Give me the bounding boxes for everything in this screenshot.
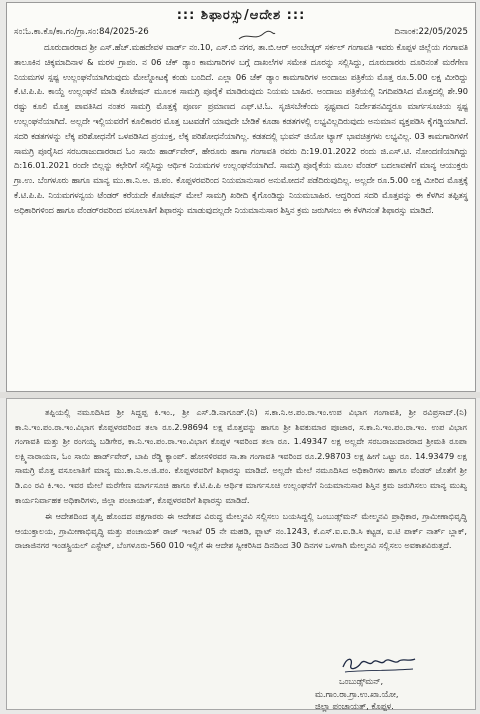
handwritten-signature-icon — [339, 653, 419, 675]
ink-stroke-icon — [237, 30, 277, 42]
signatory-title: ಒಂಬುಡ್ಸ್‌ಮನ್, — [339, 676, 384, 686]
signatory-office: ಮ.ಗಾಂ.ರಾ.ಗ್ರಾ.ಉ.ಖಾ.ಯೋ, — [315, 688, 399, 699]
order-sheet-top — [6, 2, 476, 392]
order-paragraph-1: ದೂರುದಾರರಾದ ಶ್ರೀ ಎಸ್.ಹೆಚ್.ಮಹದೇವಳ ವಾರ್ಡ್ ನಂ.10, ಎಸ್.ಬಿ ನಗರ, ತಾ.ಬಿ.ಆರ್ ಅಂಬೇಡ್ಕರ್ ಸರ್ಕಲ್ ಗಂಗಾವತಿ ಇವರು ಕೊಪ್ಪಳ ಜಿಲ್ಲೆಯ ಗಂಗಾವತಿ ತಾಲೂಕಿನ ಚಿಕ್ಕಮಾದಿನಾಳ & ಮರಳ ಗ್ರಾಪಂ. ನ 06 ಚೆಕ್ ಡ್ಯಾಂ ಕಾಮಗಾರಿಗಳ ಬಗ್ಗೆ ದಾಖಲೆಗಳ ಸಮೇತ ದೂರನ್ನು ಸಲ್ಲಿಸಿದ್ದು, ದೂರುದಾರರು ದೂರಿನಂತೆ ಮರೆಗೇಣ ನಿಯಮಗಳ ಸ್ಪಷ್ಟ ಉಲ್ಲಂಘನೆಯಾಗಿರುವುದು ಮೇಲ್ನೋಟಕ್ಕೆ ಕಂಡು ಬಂದಿದೆ. ಎಲ್ಲಾ 06 ಚೆಕ್ ಡ್ಯಾಂ ಕಾಮಗಾರಿಗಳ ಅಂದಾಜು ಪತ್ರಿಕೆಯ ಮೊತ್ತ ರೂ.5.00 ಲಕ್ಷ ಮೀರಿದ್ದು ಕೆ.ಟಿ.ಪಿ.ಪಿ. ಕಾಯ್ದೆ ಉಲ್ಲಂಘನೆ ಮಾಡಿ ಕೊಟೇಷನ್ ಮೂಲಕ ಸಾಮಗ್ರಿ ಪೂರೈಕೆ ಮಾಡಿರುವುದು ನಿಯಮ ಬಾಹಿರ. ಅಂದಾಜು ಪತ್ರಿಕೆಯಲ್ಲಿ ನಿಗದಿಪಡಿಸಿದ ಮೊತ್ತದಲ್ಲಿ ಶೇ.90 ರಷ್ಟು ಕೂಲಿ ಮೊತ್ತ ಪಾವತಿಸಿದ ನಂತರ ಸಾಮಗ್ರಿ ಮೊತ್ತಕ್ಕೆ ಪೂರ್ಣ ಪ್ರಮಾಣದ ಎಫ್.ಟಿ.ಓ. ಸೃಜಿಸಬೇಕೆಂದು ಸ್ಪಷ್ಟವಾದ ನಿರ್ದೇಶನವಿದ್ದರೂ ಮಾರ್ಗಸೂಚಿಯ ಸ್ಪಷ್ಟ ಉಲ್ಲಂಘನೆಯಾಗಿದೆ. ಅಲ್ಲದೇ ಇಲ್ಲಿಯವರೆಗೆ ಕೂಲಿಕಾರರ ಮೊತ್ತ ಬಟವಡೆಗೆ ಯಾವುದೇ ಬೇಡಿಕೆ ಕೂಡಾ ಕಡತಗಳಲ್ಲಿ ಲಭ್ಯವಿಲ್ಲದಿರುವುದು ಅನುಮಾನ ವ್ಯಕ್ತಪಡಿಸಿ ಕೈಗಡ್ಡಿಯಾಗಿದೆ. ಸದರಿ ಕಡತಗಳನ್ನು ಲೆಕ್ಕ ಪರಿಶೋಧನೆಗೆ ಒಳಪಡಿಸಿದ ಪ್ರಯುಕ್ತ, ಲೆಕ್ಕ ಪರಿಶೋಧನೆಯಾಗಿಲ್ಲ. ಕಡತದಲ್ಲಿ ಭುವನ್ ಜಿಯೋ ಟ್ಯಾಗ್ ಭಾವಚಿತ್ರಗಳು ಲಭ್ಯವಿಲ್ಲ. 03 ಕಾಮಗಾರಿಗಳಿಗೆ ಸಾಮಗ್ರಿ ಪೂರೈಸಿದ ಸರಬರಾಜುದಾರರಾದ ಓಂ ಸಾಯಿ ಹಾರ್ಡ್‌ವೇರ್, ಹೇರೂರು ಹಾಗಾ ಗಂಗಾವತಿ ರವರು ದಿ:19.01.2022 ರಂದು ಜಿ.ಎಸ್.ಟಿ. ನೋಂದಣಿಯಾಗಿದ್ದು ದಿ:16.01.2021 ರಂದೇ ಬಿಲ್ಲನ್ನು ಕಛೇರಿಗೆ ಸಲ್ಲಿಸಿದ್ದು ಆರ್ಥಿಕ ನಿಯಮಗಳ ಉಲ್ಲಂಘನೆಯಾಗಿದೆ. ಸಾಮಗ್ರಿ ಪೂರೈಕೆಯ ಮೂಲ ವೆಂಡರ್ ಬದಲಾವಣೆಗೆ ಮಾನ್ಯ ಆಯುಕ್ತರು ಗ್ರಾ.ಉ. ಬೆಂಗಳೂರು ಹಾಗೂ ಮಾನ್ಯ ಮು.ಕಾ.ನಿ.ಅ. ಜಿ.ಪಂ. ಕೊಪ್ಪಳರವರಿಂದ ನಿಯಮಾನುಸಾರ ಅನುಮೋದನೆ ಪಡೆದಿರುವುದಿಲ್ಲ. ಅಲ್ಲದೇ ರೂ.5.00 ಲಕ್ಷ ಮೀರಿದ ಮೊತ್ತಕ್ಕೆ ಕೆ.ಟಿ.ಪಿ.ಪಿ. ನಿಯಮಗಳನ್ವಯ ಟೆಂಡರ್ ಕರೆಯದೇ ಕೊಟೇಷನ್ ಮೇಲೆ ಸಾಮಗ್ರಿ ಖರೀದಿ ಕೈಗೊಂಡಿದ್ದು ನಿಯಮಬಾಹಿರ. ಆದ್ದರಿಂದ ಸದರಿ ಮೊತ್ತವನ್ನು ಈ ಕೆಳಗಿನ ತಪ್ಪಿತಸ್ಥ ಅಧಿಕಾರಿಗಳಿಂದ ಹಾಗೂ ವೆಂಡರ್‌ರವರಿಂದ ವಸೂಲಾತಿಗೆ ಶಿಫಾರಸ್ಸು ಮಾಡುವುದಲ್ಲದೇ ನಿಯಮಾನುಸಾರ ಶಿಸ್ತಿನ ಕ್ರಮ ಜರುಗಿಸಲು ಈ ಕೆಳಗಿನಂತೆ ಶಿಫಾರಸ್ಸು ಮಾಡಿದೆ. — [14, 42, 468, 215]
order-heading: ::: ಶಿಫಾರಸ್ಸು/ಆದೇಶ ::: — [176, 8, 306, 23]
signatory-district: ಜಿಲ್ಲಾ ಪಂಚಾಯತ್, ಕೊಪ್ಪಳ. — [315, 701, 394, 711]
order-paragraph-3: ಈ ಆದೇಶದಿಂದ ತೃಪ್ತಿ ಹೊಂದದ ಪಕ್ಷಗಾರರು ಈ ಆದೇಶದ ವಿರುದ್ಧ ಮೇಲ್ಮನವಿ ಸಲ್ಲಿಸಲು ಬಯಸಿದ್ದಲ್ಲಿ ಒಂಬುಡ್ಸ್‌ಮನ್ ಮೇಲ್ಮನವಿ ಪ್ರಾಧಿಕಾರ, ಗ್ರಾಮೀಣಾಭಿವೃದ್ಧಿ ಆಯುಕ್ತಾಲಯ, ಗ್ರಾಮೀಣಾಭಿವೃದ್ಧಿ ಮತ್ತು ಪಂಚಾಯತ್ ರಾಜ್ ಇಲಾಖೆ 05 ನೇ ಮಹಡಿ, ಫ್ಲಾಟ್ ನಂ.1243, ಕೆ.ಎಸ್.ಐ.ಐ.ಡಿ.ಸಿ ಕಟ್ಟಡ, ಐ.ಟಿ ಪಾರ್ಕ್ ನಾರ್ತ್ ಬ್ಲಾಕ್, ರಾಜಾಜಿನಗರ ಇಂಡಸ್ಟ್ರಿಯಲ್ ಎಸ್ಟೇಟ್, ಬೆಂಗಳೂರು-560 010 ಇಲ್ಲಿಗೆ ಈ ಆದೇಶ ಸ್ವೀಕರಿಸಿದ ದಿನದಿಂದ 30 ದಿನಗಳ ಒಳಗಾಗಿ ಮೇಲ್ಮನವಿ ಸಲ್ಲಿಸಲು ಅವಕಾಶವಿರುತ್ತದೆ. — [15, 511, 467, 551]
signature-block — [315, 675, 465, 713]
reference-number: ಸಂ:ಓ.ಕಾ.ಕೊ/ಕಾ.ಗಂ/ಗ್ರಾ.ಸಂ:84/2025-26 — [14, 27, 149, 37]
order-sheet-bottom — [6, 398, 476, 710]
order-paragraph-2: ತಪ್ಪಿಯಲ್ಲಿ ನಮೂದಿಸಿದ ಶ್ರೀ ಸಿದ್ದಪ್ಪ ಕಿ.ಇಂ., ಶ್ರೀ ಎಸ್.ಡಿ.ನಾಗೂಡ್.(ನಿ) ಸ.ಕಾ.ನಿ.ಅ.ಪಂ.ರಾ.ಇಂ.ಉಪ ವಿಭಾಗ ಗಂಗಾವತಿ, ಶ್ರೀ ರವಿಪ್ರಸಾದ್.(ನಿ) ಕಾ.ನಿ.ಇಂ.ಪಂ.ರಾ.ಇಂ.ವಿಭಾಗ ಕೊಪ್ಪಳರವರಿಂದ ತಲಾ ರೂ.2.98694 ಲಕ್ಷ ಮೊತ್ತವನ್ನು ಹಾಗೂ ಶ್ರೀ ಶಿವಕುಮಾರ ಪೂಜಾರ, ಸ.ಕಾ.ನಿ.ಇಂ.ಪಂ.ರಾ.ಇಂ. ಉಪ ವಿಭಾಗ ಗಂಗಾವತಿ ಮತ್ತು ಶ್ರೀ ರಂಗಯ್ಯ ಬಡಿಗೇರ, ಕಾ.ನಿ.ಇಂ.ಪಂ.ರಾ.ಇಂ.ವಿಭಾಗ ಕೊಪ್ಪಳ ಇವರಿಂದ ತಲಾ ರೂ. 1.49347 ಲಕ್ಷ ಅಲ್ಲದೇ ಸರಬರಾಜುದಾರರಾದ ಶ್ರೀಮತಿ ರೂಪಾ ಲಕ್ಷ್ಮಿನಾರಾಯಣ, ಓಂ ಸಾಯಿ ಹಾರ್ಡ್‌ವೇರ್, ಬಾಪಿ ರೆಡ್ಡಿ ಕ್ಯಾಂಪ್. ಹೋಸಳಿರವರ ಸಾ.ತಾ ಗಂಗಾವತಿ ಇವರಿಂದ ರೂ.2.98703 ಲಕ್ಷ ಹೀಗೆ ಒಟ್ಟು ರೂ. 14.93479 ಲಕ್ಷ ಸಾಮಗ್ರಿ ಮೊತ್ತ ವಸೂಲಾತಿಗೆ ಮಾನ್ಯ ಮು.ಕಾ.ನಿ.ಅ.ಜಿ.ಪಂ. ಕೊಪ್ಪಳರವರಿಗೆ ಶಿಫಾರಸ್ಸು ಮಾಡಿದೆ. ಅಲ್ಲದೇ ಮೇಲೆ ನಮೂದಿಸಿದ ಅಧಿಕಾರಿಗಳು ಹಾಗೂ ವೆಂಡರ್ ಜೊತೆಗೆ ಶ್ರೀ ಡಿ.ಎಂ ರವಿ ಕಿ.ಇಂ. ಇವರ ಮೇಲೆ ಮರೆಗೇಣ ಮಾರ್ಗಸೂಚಿ ಹಾಗೂ ಕೆ.ಟಿ.ಪಿ.ಪಿ ಆರ್ಥಿಕ ಮಾರ್ಗಸೂಚಿ ಉಲ್ಲಂಘನೆಗೆ ನಿಯಮಾನುಸಾರ ಶಿಸ್ತಿನ ಕ್ರಮ ಜರುಗಿಸಲು ಮಾನ್ಯ ಮುಖ್ಯ ಕಾರ್ಯನಿರ್ವಾಹಕ ಅಧಿಕಾರಿಗಳು, ಜಿಲ್ಲಾ ಪಂಚಾಯತ್, ಕೊಪ್ಪಳರವರಿಗೆ ಶಿಫಾರಸ್ಸು ಮಾಡಿದೆ. — [15, 407, 467, 505]
order-date: ದಿನಾಂಕ:22/05/2025 — [394, 27, 468, 37]
